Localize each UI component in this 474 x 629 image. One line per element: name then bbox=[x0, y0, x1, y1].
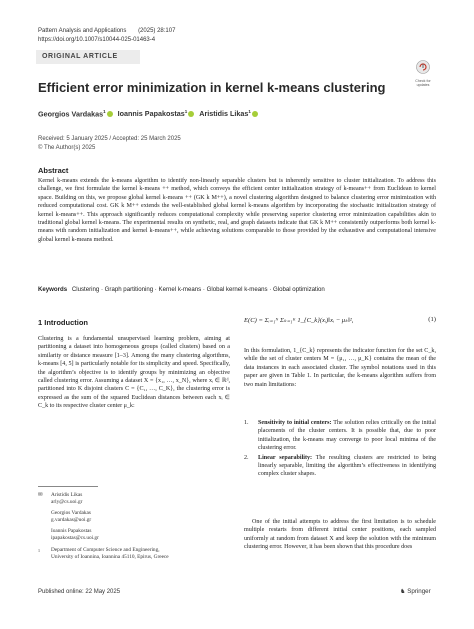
orcid-icon[interactable] bbox=[107, 111, 113, 117]
author-3-sup: 1 bbox=[248, 109, 251, 114]
keywords bbox=[38, 286, 436, 293]
affiliation-line-2: University of Ioannina, Ioannina 45110, Epirus, Greece bbox=[51, 554, 169, 560]
journal-name: Pattern Analysis and Applications bbox=[38, 28, 127, 34]
orcid-icon[interactable] bbox=[252, 111, 258, 117]
contact-3 bbox=[38, 528, 230, 542]
author-1-sup: 1 bbox=[103, 109, 106, 114]
list-item-label: Sensitivity to initial centers: bbox=[258, 420, 332, 426]
author-2-sup: 1 bbox=[184, 109, 188, 114]
author-list bbox=[38, 109, 258, 118]
check-for-updates[interactable] bbox=[410, 60, 436, 87]
contact-1 bbox=[38, 492, 230, 506]
equation-number: (1) bbox=[428, 316, 436, 323]
list-item bbox=[244, 454, 436, 479]
springer-horse-icon: ♞ bbox=[400, 588, 406, 595]
right-paragraph-2: One of the initial attempts to address the first limitation is to schedule multiple restarts from different initial center positions, each sampled uniformly at random from dataset X and keep the solution with the minimum clustering error. However, it has been shown that this procedure does bbox=[244, 519, 436, 551]
check-updates-l1: Check for bbox=[415, 79, 431, 83]
list-item bbox=[244, 419, 436, 453]
list-item-label: Linear separability: bbox=[258, 454, 313, 461]
list-item-number: 1. bbox=[244, 420, 249, 426]
contact-2-email[interactable]: g.vardakas@uoi.gr bbox=[51, 517, 92, 523]
affiliation-number: 1 bbox=[38, 548, 40, 553]
author-2[interactable]: Ioannis Papakostas bbox=[117, 109, 185, 119]
list-item-text: The resulting clusters are restricted to being linearly separable, limiting the algorithm’s effectiveness in identifying complex cluster shapes. bbox=[258, 454, 436, 478]
list-item-number: 2. bbox=[244, 454, 249, 461]
list-item-text: The solution relies critically on the initial placements of the cluster centers. It is possible that, due to poor initialization, the k-means may converge to poor local minima of the clustering error. bbox=[258, 420, 436, 452]
keywords-label: Keywords bbox=[38, 286, 68, 293]
affiliation bbox=[38, 547, 230, 561]
orcid-icon[interactable] bbox=[188, 111, 194, 117]
keywords-text: Clustering · Graph partitioning · Kernel k-means · Global kernel k-means · Global optimization bbox=[71, 286, 325, 293]
paper-title: Efficient error minimization in kernel k-means clustering bbox=[38, 80, 386, 95]
intro-paragraph: Clustering is a fundamental unsupervised learning problem, aiming at partitioning a dataset into homogeneous groups (called clusters) based on a similarity or distance measure [1–3]. Among the many clustering algorithms, k-means [4, 5] is particularly notable for its simplicity and speed. Specifically, the algorithm’s objective is to identify groups by minimizing an objective called clustering error. Assuming a dataset X = {x₁, …, x_N}, where xᵢ ∈ ℝᵈ, partitioned into K disjoint clusters C = {C₁, …, C_K}, the clustering error is expressed as the sum of the squared Euclidean distances between each xᵢ ∈ C_k to its respective cluster center μ_k: bbox=[38, 336, 230, 410]
email-icon: ✉ bbox=[38, 492, 43, 498]
volume-info: (2025) 28:107 bbox=[138, 28, 176, 34]
author-1[interactable]: Georgios Vardakas bbox=[38, 109, 104, 119]
intro-heading: 1 Introduction bbox=[38, 318, 88, 327]
abstract-text: Kernel k-means extends the k-means algorithm to identify non-linearly separable clusters but is inherently sensitive to cluster initialization. To address this challenge, we first formulate the kernel k-means ++ method, which conveys the efficient center initialization strategy of k-means++ from Euclidean to kernel space. Building on this, we propose global kernel k-means ++ (GK k M++), a novel clustering algorithm designed to balance clustering error minimization with reduced computational cost. GK k M++ extends the well-established global kernel k-means algorithm by incorporating the stochastic initialization strategy of kernel k-means++. This approach significantly reduces computational complexity while preserving superior clustering error minimization capabilities akin to traditional global kernel k-means. The experimental results on synthetic, real, and graph datasets indicate that GK k M++ consistently outperforms both kernel k-means with random initialization and kernel k-means++, while achieving solutions comparable to those provided by the exhaustive and computational intensive global kernel k-means method. bbox=[38, 178, 436, 243]
article-type-badge: ORIGINAL ARTICLE bbox=[36, 50, 140, 64]
received-accepted-dates: Received: 5 January 2025 / Accepted: 25 March 2025 bbox=[38, 136, 181, 142]
contact-2-name: Georgios Vardakas bbox=[51, 510, 91, 516]
published-date: Published online: 22 May 2025 bbox=[38, 589, 121, 595]
abstract-heading: Abstract bbox=[38, 166, 69, 175]
publisher-name: Springer bbox=[407, 588, 431, 595]
contact-1-email[interactable]: arly@cs.uoi.gr bbox=[51, 499, 83, 505]
contact-2 bbox=[38, 510, 230, 524]
contact-3-email[interactable]: ipapakostas@cs.uoi.gr bbox=[51, 535, 99, 541]
equation-text: E(C) = Σᵢ₌₁ᴺ Σₖ₌₁ᴷ 1_{C_k}(xᵢ)‖xᵢ − μₖ‖², bbox=[244, 317, 354, 324]
copyright-notice: © The Author(s) 2025 bbox=[38, 145, 96, 151]
footnote-divider bbox=[38, 486, 98, 487]
equation-1 bbox=[244, 316, 436, 324]
contact-1-name: Aristidis Likas bbox=[51, 492, 83, 498]
contact-block bbox=[38, 492, 230, 561]
check-updates-l2: updates bbox=[416, 83, 430, 87]
limitations-list bbox=[244, 419, 436, 479]
affiliation-line-1: Department of Computer Science and Engineering, bbox=[51, 547, 160, 553]
journal-header bbox=[38, 27, 175, 35]
right-paragraph-1: In this formulation, 1_{C_k} represents the indicator function for the set C_k, while the set of cluster centers M = {μ₁, …, μ_K} contains the mean of the data instances in each associated cluster. The symbol notations used in this paper are given in Table 1. In particular, the k-means algorithm suffers from two main limitations: bbox=[244, 348, 436, 388]
update-icon bbox=[416, 60, 430, 74]
publisher-logo bbox=[400, 588, 431, 595]
author-3[interactable]: Aristidis Likas bbox=[199, 109, 249, 119]
doi-link[interactable]: https://doi.org/10.1007/s10044-025-01463-4 bbox=[38, 37, 156, 43]
contact-3-name: Ioannis Papakostas bbox=[51, 528, 92, 534]
